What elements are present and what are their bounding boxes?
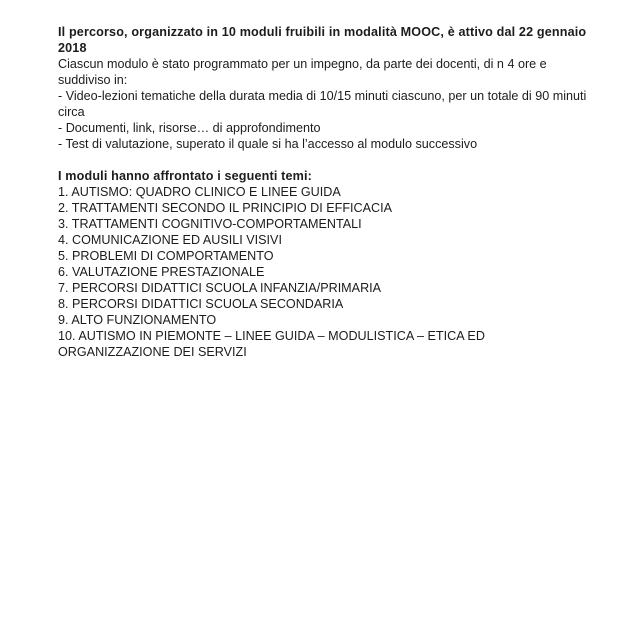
module-title: VALUTAZIONE PRESTAZIONALE [72,265,265,279]
component-item [58,120,586,136]
intro-paragraph-line: suddiviso in: [58,73,128,87]
module-title: PROBLEMI DI COMPORTAMENTO [72,249,274,263]
module-title-continuation: ORGANIZZAZIONE DEI SERVIZI [58,345,247,359]
module-number: 8. [58,297,69,311]
intro-heading [58,24,586,56]
component-item-line: - Documenti, link, risorse… di approfondimento [58,121,321,135]
component-item [58,136,586,152]
component-item-line: - Video-lezioni tematiche della durata media di 10/15 minuti ciascuno, per un totale di 90 minuti [58,89,587,103]
module-title: TRATTAMENTI COGNITIVO-COMPORTAMENTALI [71,217,362,231]
module-item [58,264,586,280]
module-number: 5. [58,249,69,263]
intro-heading-line: 2018 [58,41,87,55]
module-number: 3. [58,217,69,231]
module-item [58,200,586,216]
module-item [58,312,586,328]
blank-line [58,152,586,168]
components-list [58,88,586,152]
document-body [58,24,586,360]
module-title: PERCORSI DIDATTICI SCUOLA SECONDARIA [72,297,344,311]
module-number: 9. [58,313,69,327]
intro-paragraph [58,56,586,88]
module-item [58,232,586,248]
module-title: PERCORSI DIDATTICI SCUOLA INFANZIA/PRIMARIA [72,281,382,295]
module-number: 4. [58,233,69,247]
module-item [58,280,586,296]
module-item [58,328,586,360]
module-item [58,296,586,312]
component-item-line: circa [58,105,85,119]
module-title: COMUNICAZIONE ED AUSILI VISIVI [72,233,282,247]
component-item-line: - Test di valutazione, superato il quale si ha l’accesso al modulo successivo [58,137,478,151]
module-item [58,184,586,200]
module-number: 2. [58,201,69,215]
intro-paragraph-line: Ciascun modulo è stato programmato per un impegno, da parte dei docenti, di n 4 ore e [58,57,547,71]
module-number: 1. [58,185,69,199]
module-title: TRATTAMENTI SECONDO IL PRINCIPIO DI EFFICACIA [71,201,393,215]
module-number: 7. [58,281,69,295]
intro-heading-line: Il percorso, organizzato in 10 moduli fruibili in modalità MOOC, è attivo dal 22 gennaio [58,25,587,39]
module-number: 6. [58,265,69,279]
module-title: ALTO FUNZIONAMENTO [71,313,217,327]
component-item [58,88,586,120]
module-item [58,248,586,264]
module-title: AUTISMO IN PIEMONTE – LINEE GUIDA – MODULISTICA – ETICA ED [78,329,485,343]
module-item [58,216,586,232]
modules-list [58,184,586,360]
module-number: 10. [58,329,76,343]
modules-heading: I moduli hanno affrontato i seguenti temi: [58,169,312,183]
module-title: AUTISMO: QUADRO CLINICO E LINEE GUIDA [71,185,341,199]
